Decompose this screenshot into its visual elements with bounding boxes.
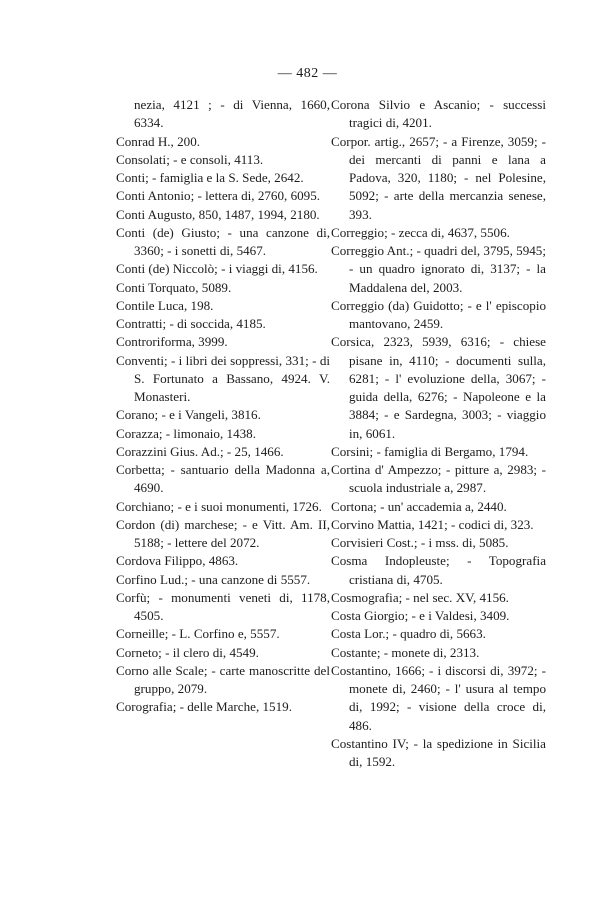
index-entry: Corneille; - L. Corfino e, 5557. [116, 626, 280, 642]
index-entry: Corno alle Scale; - carte manoscritte del gruppo, 2079. [116, 662, 330, 696]
index-entry: Corsini; - famiglia di Bergamo, 1794. [331, 443, 529, 459]
index-entry: Cosmografia; - nel sec. XV, 4156. [331, 589, 509, 605]
index-column-left [116, 96, 330, 717]
index-entry: Costa Giorgio; - e i Valdesi, 3409. [331, 608, 510, 623]
index-entry: Corfino Lud.; - una canzone di 5557. [116, 571, 311, 587]
index-entry: Corona Silvio e Ascanio; - successi tragici di, 4201. [331, 97, 546, 131]
index-entry: Conti (de) Niccolò; - i viaggi di, 4156. [116, 261, 318, 277]
index-entry: Correggio (da) Guidotto; - e l' episcopio mantovano, 2459. [331, 297, 546, 331]
index-entry: Corfù; - monumenti veneti di, 1178, 4505. [116, 589, 330, 623]
index-entry: Corano; - e i Vangeli, 3816. [116, 407, 261, 423]
index-entry: Correggio Ant.; - quadri del, 3795, 5945; - un quadro ignorato di, 3137; - la Maddalena del, 2003. [331, 243, 546, 295]
index-entry: Costantino, 1666; - i discorsi di, 3972; - monete di, 2460; - l' usura al tempo di, 1992; - visione della croce di, 486. [331, 662, 546, 733]
index-entry: Contile Luca, 198. [116, 297, 214, 313]
index-entry: Conti Torquato, 5089. [116, 279, 232, 295]
index-entry: Conrad H., 200. [116, 133, 201, 149]
index-entry: Cortona; - un' accademia a, 2440. [331, 498, 507, 514]
index-column-right [331, 96, 546, 771]
index-entry: Cosma Indopleuste; - Topografia cristiana di, 4705. [331, 553, 546, 587]
index-entry: Controriforma, 3999. [116, 334, 228, 350]
index-entry: Corazza; - limonaio, 1438. [116, 425, 256, 441]
index-entry: Cortina d' Ampezzo; - pitture a, 2983; - scuola industriale a, 2987. [331, 462, 546, 496]
index-entry: Corvisieri Cost.; - i mss. di, 5085. [331, 535, 509, 550]
index-entry: Consolati; - e consoli, 4113. [116, 151, 264, 167]
index-entry: Corpor. artig., 2657; - a Firenze, 3059; - dei mercanti di panni e lana a Padova, 320, 1180; - nel Polesine, 5092; - arte della mercanzia senese, 393. [331, 133, 546, 222]
index-entry: Cordon (di) marchese; - e Vitt. Am. II, 5188; - lettere del 2072. [116, 516, 330, 550]
index-entry: Corchiano; - e i suoi monumenti, 1726. [116, 498, 322, 514]
index-entry: Corbetta; - santuario della Madonna a, 4690. [116, 462, 330, 496]
index-entry: Costantino IV; - la spedizione in Sicilia di, 1592. [331, 735, 546, 769]
index-entry: Corneto; - il clero di, 4549. [116, 644, 259, 660]
index-entry: Corografia; - delle Marche, 1519. [116, 699, 292, 715]
index-entry: Corvino Mattia, 1421; - codici di, 323. [331, 516, 534, 532]
index-entry: Conti (de) Giusto; - una canzone di, 3360; - i sonetti di, 5467. [116, 224, 330, 258]
index-entry: Conti Augusto, 850, 1487, 1994, 2180. [116, 206, 320, 222]
index-entry: nezia, 4121 ; - di Vienna, 1660, 6334. [134, 97, 330, 131]
index-entry: Corazzini Gius. Ad.; - 25, 1466. [116, 443, 284, 459]
index-entry: Costante; - monete di, 2313. [331, 644, 480, 660]
index-entry: Contratti; - di soccida, 4185. [116, 316, 266, 331]
index-entry: Conti; - famiglia e la S. Sede, 2642. [116, 170, 304, 185]
index-entry: Conventi; - i libri dei soppressi, 331; - di S. Fortunato a Bassano, 4924. V. Monasteri. [116, 352, 330, 404]
index-entry: Correggio; - zecca di, 4637, 5506. [331, 224, 510, 240]
index-entry: Costa Lor.; - quadro di, 5663. [331, 626, 486, 642]
index-entry: Corsica, 2323, 5939, 6316; - chiese pisane in, 4110; - documenti sulla, 6281; - l' evoluzione della, 3067; - guida della, 6276; - Napoleone e la 3884; - e Sardegna, 3003; - viaggio in, 6061. [331, 334, 546, 441]
index-entry: Conti Antonio; - lettera di, 2760, 6095. [116, 188, 321, 204]
index-entry: Cordova Filippo, 4863. [116, 553, 239, 569]
page-number: — 482 — [277, 66, 338, 81]
